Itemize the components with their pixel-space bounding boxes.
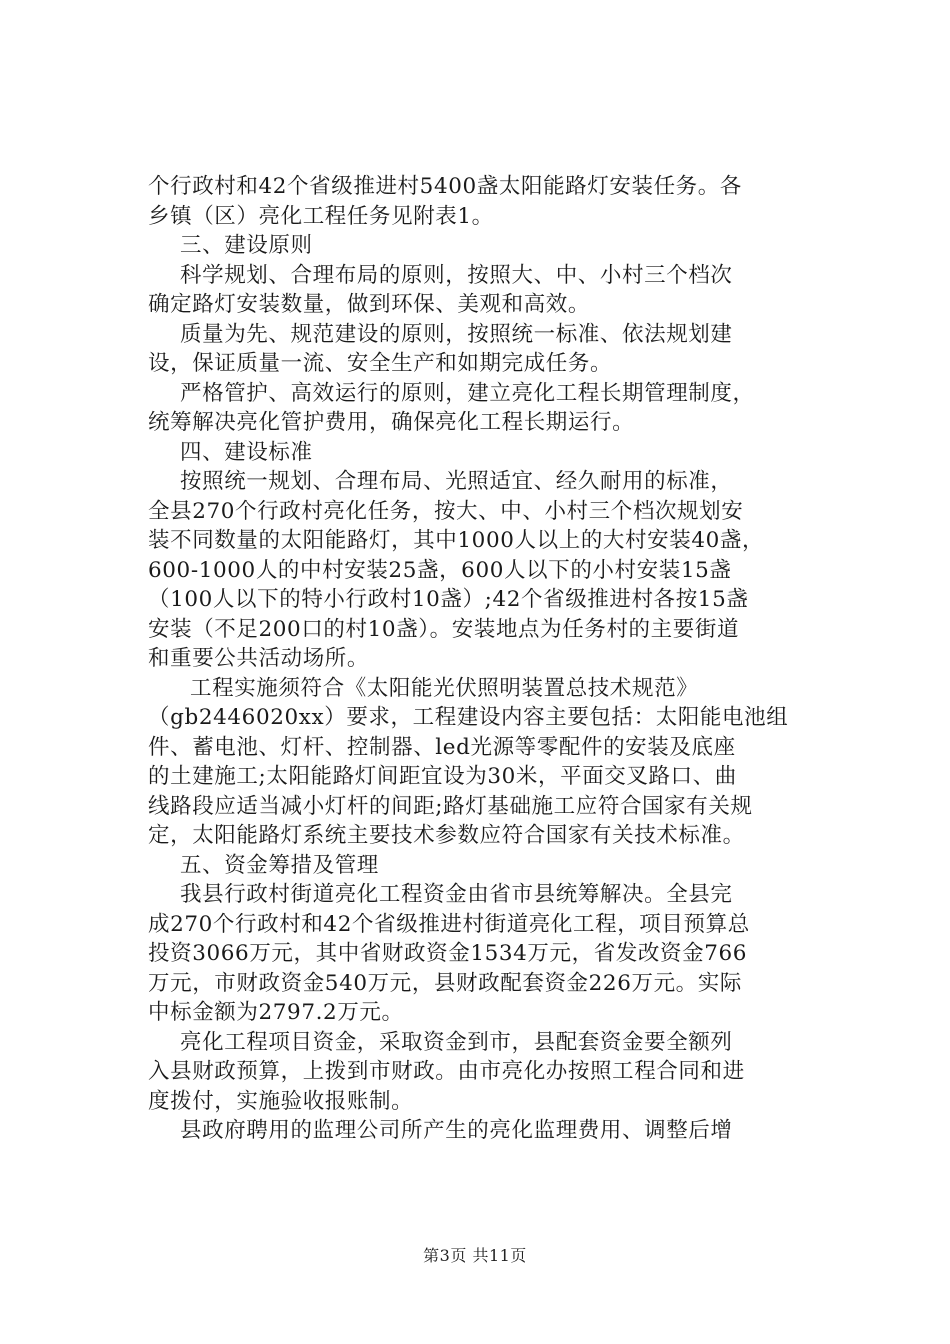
- text-line: 设，保证质量一流、安全生产和如期完成任务。: [148, 351, 613, 376]
- text-line: 严格管护、高效运行的原则，建立亮化工程长期管理制度，: [180, 380, 755, 406]
- section-heading: 五、资金筹措及管理: [180, 852, 379, 878]
- text-line: 600-1000人的中村安装25盏，600人以下的小村安装15盏: [148, 557, 732, 583]
- text-line: 科学规划、合理布局的原则，按照大、中、小村三个档次: [180, 262, 733, 288]
- text-line: 统筹解决亮化管护费用，确保亮化工程长期运行。: [148, 410, 635, 435]
- text-line: （gb2446020xx）要求，工程建设内容主要包括：太阳能电池组: [148, 705, 789, 730]
- text-line: 度拨付，实施验收报账制。: [148, 1088, 414, 1114]
- text-line: 工程实施须符合《太阳能光伏照明装置总技术规范》: [190, 675, 699, 701]
- text-line: 和重要公共活动场所。: [148, 646, 370, 671]
- text-line: 亮化工程项目资金，采取资金到市，县配套资金要全额列: [180, 1029, 733, 1055]
- page-footer: [0, 1243, 950, 1266]
- text-line: 质量为先、规范建设的原则，按照统一标准、依法规划建: [180, 321, 733, 347]
- text-line: 装不同数量的太阳能路灯，其中1000人以上的大村安装40盏，: [148, 528, 765, 553]
- text-line: 入县财政预算，上拨到市财政。由市亮化办按照工程合同和进: [148, 1059, 745, 1084]
- section-heading: 四、建设标准: [180, 439, 313, 465]
- text-line: （100人以下的特小行政村10盏）;42个省级推进村各按15盏: [148, 587, 749, 612]
- text-line: 的土建施工;太阳能路灯间距宜设为30米，平面交叉路口、曲: [148, 764, 737, 789]
- text-line: 确定路灯安装数量，做到环保、美观和高效。: [148, 292, 591, 317]
- document-body: [148, 172, 838, 1146]
- text-line: 万元，市财政资金540万元，县财政配套资金226万元。实际: [148, 970, 742, 996]
- page-number: 第3页 共11页: [423, 1246, 527, 1265]
- text-line: 定，太阳能路灯系统主要技术参数应符合国家有关技术标准。: [148, 823, 745, 848]
- text-line: 我县行政村街道亮化工程资金由省市县统筹解决。全县完: [180, 882, 733, 907]
- text-line: 成270个行政村和42个省级推进村街道亮化工程，项目预算总: [148, 911, 750, 937]
- text-line: 投资3066万元，其中省财政资金1534万元，省发改资金766: [148, 941, 748, 966]
- text-line: 中标金额为2797.2万元。: [148, 1000, 404, 1025]
- text-line: 全县270个行政村亮化任务，按大、中、小村三个档次规划安: [148, 498, 744, 524]
- text-line: 安装（不足200口的村10盏）。安装地点为任务村的主要街道: [148, 616, 740, 642]
- text-line: 线路段应适当减小灯杆的间距;路灯基础施工应符合国家有关规: [148, 793, 753, 819]
- text-line: 按照统一规划、合理布局、光照适宜、经久耐用的标准，: [180, 469, 733, 494]
- text-line: 个行政村和42个省级推进村5400盏太阳能路灯安装任务。各: [148, 174, 742, 199]
- section-heading: 三、建设原则: [180, 233, 313, 258]
- text-line: 乡镇（区）亮化工程任务见附表1。: [148, 203, 494, 229]
- text-line: 县政府聘用的监理公司所产生的亮化监理费用、调整后增: [180, 1118, 733, 1143]
- text-line: 件、蓄电池、灯杆、控制器、led光源等零配件的安装及底座: [148, 734, 736, 760]
